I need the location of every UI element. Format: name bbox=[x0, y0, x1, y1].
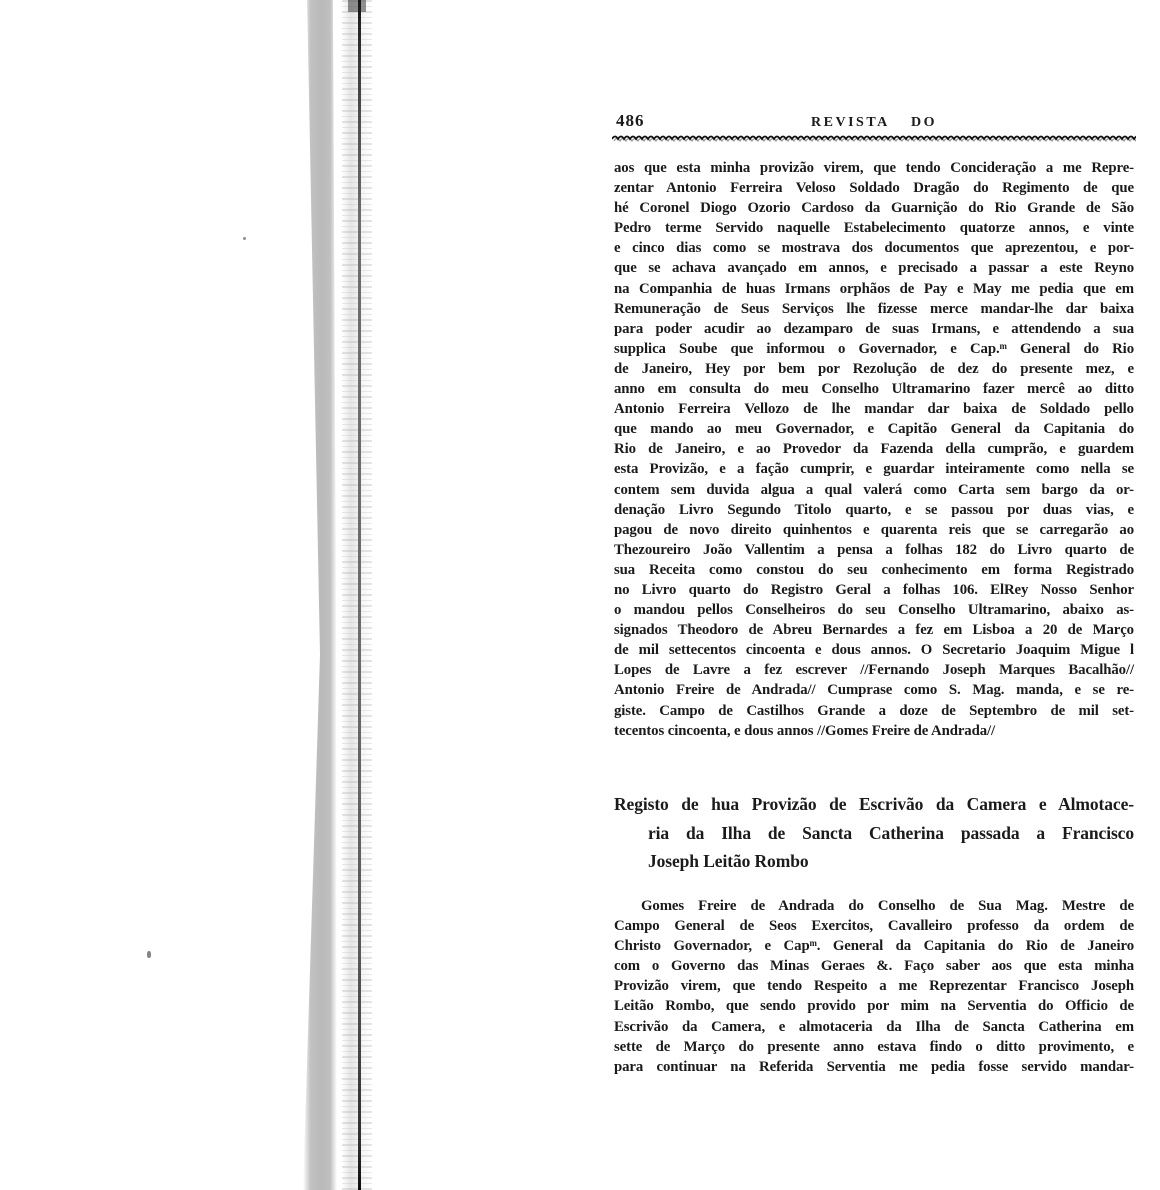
page-fold-band bbox=[342, 0, 372, 1190]
text-line: Antonio Ferreira Vellozo de lhe mandar dar baixa de Soldado pello bbox=[614, 401, 1134, 418]
text-line: esta Provizão, e a fação cumprir, e guardar inteiramente como nella se bbox=[614, 461, 1134, 478]
text-line: que se achava avançado em annos, e precisado a passar a este Reyno bbox=[614, 260, 1134, 277]
header-rule-wave bbox=[612, 132, 1136, 144]
text-line: Escrivão da Camera, e almotaceria da Ilha de Sancta Catherina em bbox=[614, 1018, 1134, 1035]
text-line: sua Receita como constou do seu conhecimento em forma Registrado bbox=[614, 561, 1134, 578]
text-line: anno em consulta do meu Conselho Ultramarino fazer mercê ao ditto bbox=[614, 381, 1134, 398]
paragraph-provision-soldier bbox=[614, 158, 1134, 741]
text-line: denação Livro Segundo Titolo quarto, e se passou por duas vias, e bbox=[614, 501, 1134, 518]
text-line: Lopes de Lavre a fez escrever //Fernando Joseph Marques Bacalhão// bbox=[614, 662, 1134, 679]
text-line: aos que esta minha provizão virem, que tendo Concideração a me Repre- bbox=[614, 160, 1134, 176]
text-line: supplica Soube que informou o Governador, e Cap.ᵐ General do Rio bbox=[614, 340, 1134, 357]
text-line: que mando ao meu Governador, e Capitão General da Capitania do bbox=[614, 421, 1134, 438]
text-line: na Companhia de huas Irmans orphãos de Pay e May me pedia que em bbox=[614, 280, 1134, 297]
text-line: para poder acudir ao dezamparo de suas Irmans, e attendendo a sua bbox=[614, 320, 1134, 337]
text-line: e cinco dias como se mostrava dos documentos que aprezentou, e por- bbox=[614, 240, 1134, 257]
text-line: Antonio Freire de Andrada// Cumprase como S. Mag. manda, e se re- bbox=[614, 682, 1134, 699]
text-line: o mandou pellos Conselheiros do seu Conselho Ultramarino, abaixo as- bbox=[614, 602, 1134, 619]
paragraph-provision-escrivao bbox=[614, 896, 1134, 1077]
text-line: Leitão Rombo, que sendo provido por mim na Serventia do Officio de bbox=[614, 998, 1134, 1015]
heading-line: Registo de hua Provizão de Escrivão da Camera e Almotace- bbox=[614, 794, 1134, 814]
text-line: pagou de novo direito quinhentos e quarenta reis que se carregarão ao bbox=[614, 521, 1134, 538]
text-line: sette de Março do presente anno estava findo o ditto provimento, e bbox=[614, 1038, 1134, 1055]
heading-line: ria da Ilha de Sancta Catherina passada a Francisco bbox=[648, 822, 1134, 843]
text-line: contem sem duvida algua a qual valerá como Carta sem bargo da or- bbox=[614, 481, 1134, 498]
dust-speck bbox=[243, 237, 246, 240]
text-line: Campo General de Seos Exercitos, Cavalleiro professo da ordem de bbox=[614, 918, 1134, 935]
page-number: 486 bbox=[616, 111, 645, 130]
heading-line: Joseph Leitão Rombo bbox=[648, 851, 809, 871]
section-heading bbox=[614, 790, 1134, 876]
text-line: para continuar na Referida Serventia me pedia fosse servido mandar- bbox=[614, 1058, 1134, 1075]
text-line: signados Theodoro de Abreu Bernardes a fez em Lisboa a 20 de Março bbox=[614, 622, 1134, 639]
text-line: Rio de Janeiro, e ao Provedor da Fazenda della cumprão, e guardem bbox=[614, 441, 1134, 458]
text-line: Provizão virem, que tendo Respeito a me Reprezentar Francisco Joseph bbox=[614, 978, 1134, 995]
binding-shadow-band bbox=[303, 0, 337, 1190]
text-line: de Janeiro, Hey por bem por Rezolução de dez do presente mez, e bbox=[614, 360, 1134, 377]
text-line: Gomes Freire de Andrada do Conselho de Sua Mag. Mestre de bbox=[641, 898, 1134, 914]
text-line: Thezoureiro João Vallentim a pensa a folhas 182 do Livro quarto de bbox=[614, 541, 1134, 558]
text-line: hé Coronel Diogo Ozorio Cardoso da Guarnição do Rio Grande de São bbox=[614, 200, 1134, 217]
dust-speck bbox=[147, 951, 151, 958]
text-line: tecentos cincoenta, e dous annos //Gomes Freire de Andrada// bbox=[614, 722, 996, 739]
text-line: com o Governo das Minas Geraes &. Faço saber aos que esta minha bbox=[614, 958, 1134, 975]
text-line: Christo Governador, e Capᵐ. General da Capitania do Rio de Janeiro bbox=[614, 938, 1134, 955]
text-line: Remuneração de Seus Serviços lhe fizesse merce mandar-lhe dar baixa bbox=[614, 300, 1134, 317]
text-line: de mil settecentos cincoenta e dous annos. O Secretario Joaquim Migue l bbox=[614, 642, 1134, 659]
text-line: giste. Campo de Castilhos Grande a doze de Septembro de mil set- bbox=[614, 702, 1134, 719]
fold-crease-line bbox=[358, 0, 361, 1190]
text-line: no Livro quarto do Registro Geral a folhas 106. ElRey Nosso Senhor bbox=[614, 581, 1134, 598]
journal-title: REVISTA DO bbox=[811, 115, 937, 130]
text-line: Pedro terme Servido naquelle Estabelecimento quatorze annos, e vinte bbox=[614, 220, 1134, 237]
text-line: zentar Antonio Ferreira Veloso Soldado Dragão do Regimento de que bbox=[614, 180, 1134, 197]
